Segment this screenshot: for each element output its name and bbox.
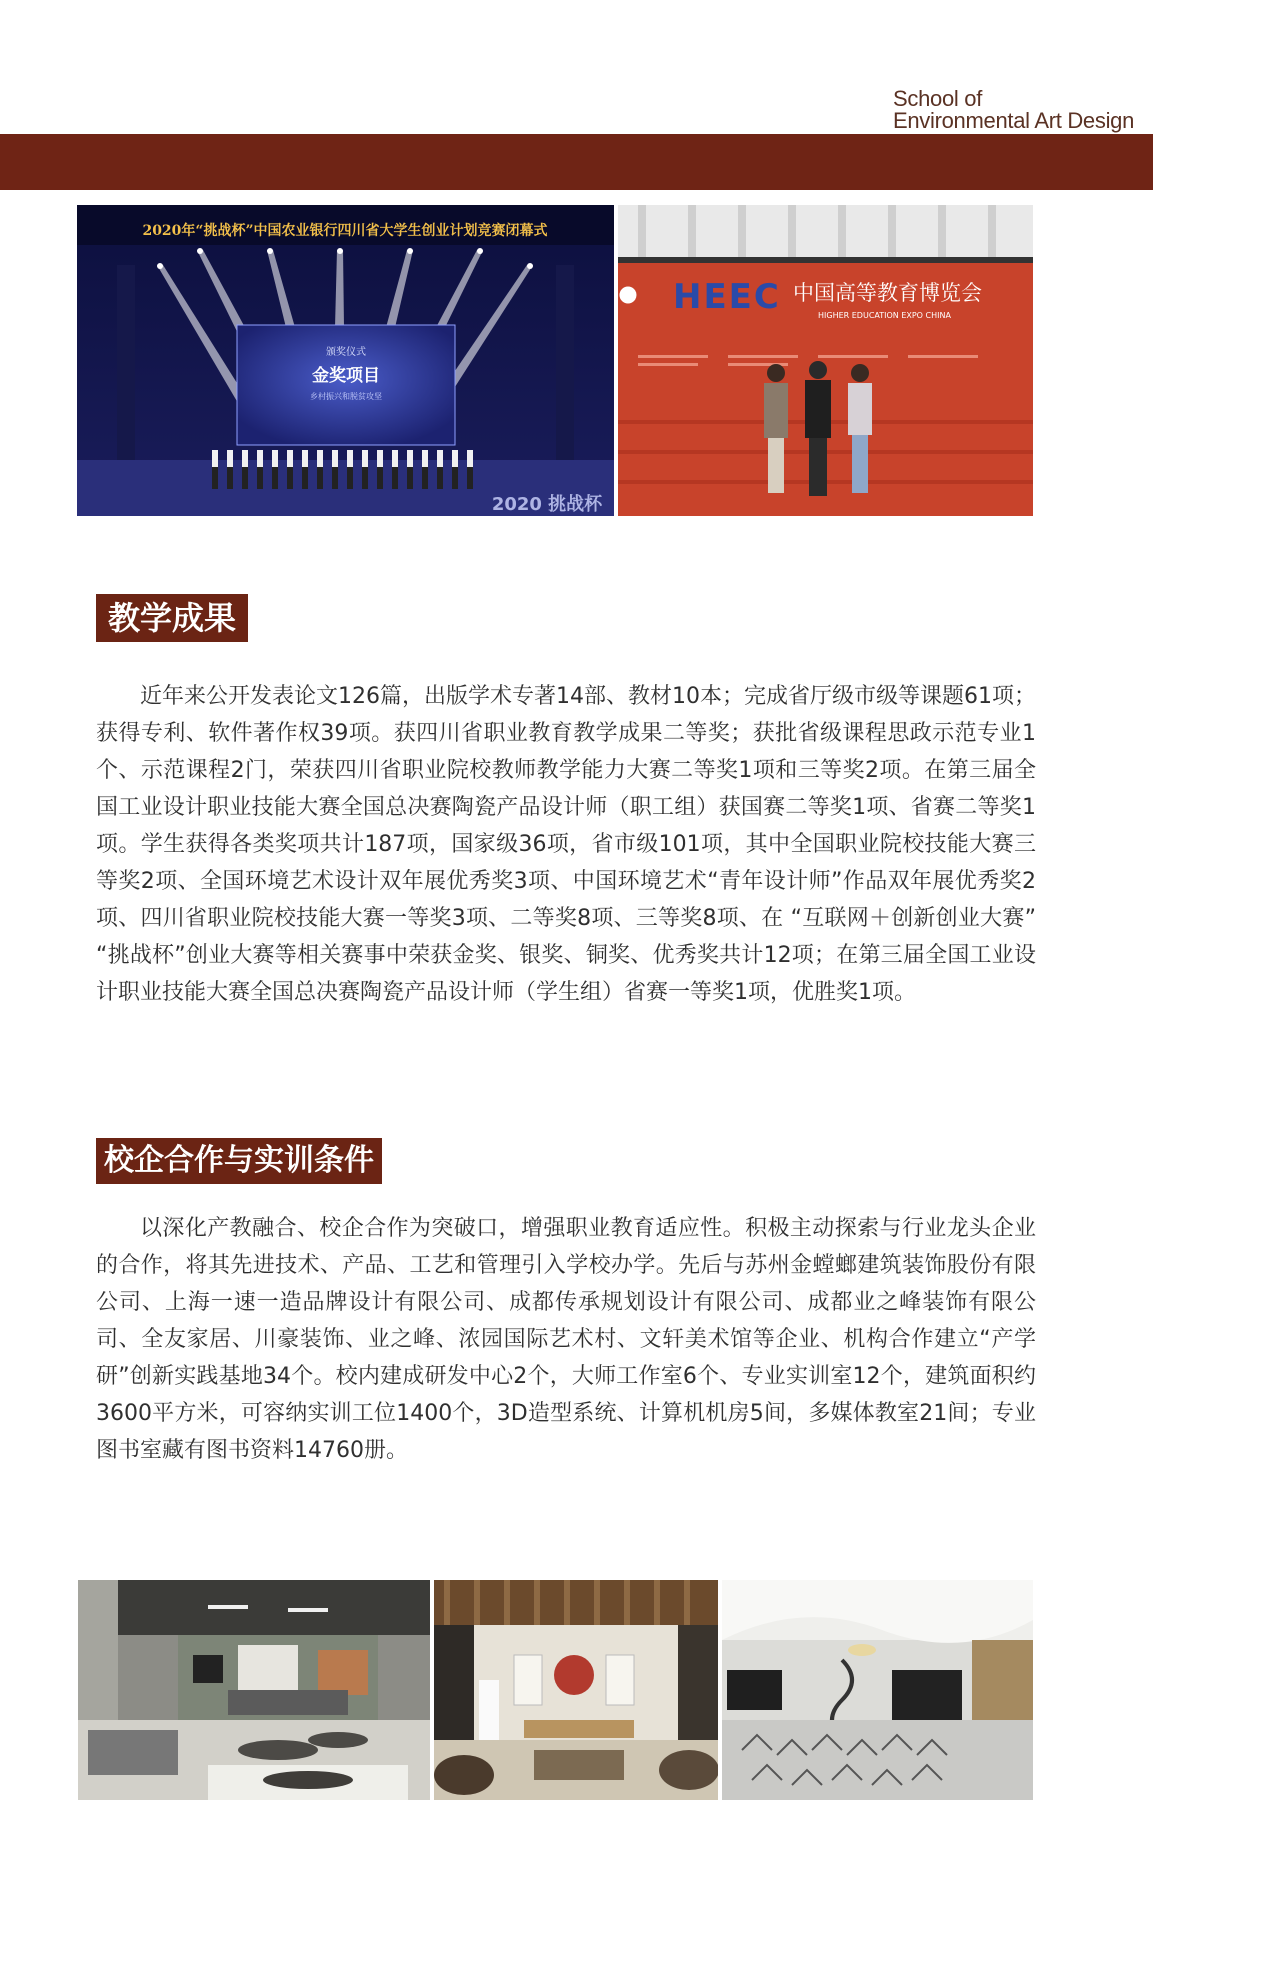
school-name-line1: School of <box>893 86 983 111</box>
school-name <box>893 88 1134 132</box>
studio-lounge-photo <box>78 1580 430 1800</box>
competition-stage-photo <box>77 205 614 516</box>
stage-bottom-text: 2020 挑战杯 <box>491 494 603 515</box>
competition-banner: 2020年“挑战杯”中国农业银行四川省大学生创业计划竞赛闭幕式 <box>142 223 548 239</box>
cooperation-paragraph: 以深化产教融合、校企合作为突破口，增强职业教育适应性。积极主动探索与行业龙头企业的合作，将其先进技术、产品、工艺和管理引入学校办学。先后与苏州金螳螂建筑装饰股份有限公司、上海一速一造品牌设计有限公司、成都传承规划设计有限公司、成都业之峰装饰有限公司、全友家居、川豪装饰、业之峰、浓园国际艺术村、文轩美术馆等企业、机构合作建立“产学研”创新实践基地34个。校内建成研发中心2个，大师工作室6个、专业实训室12个，建筑面积约3600平方米，可容纳实训工位1400个，3D造型系统、计算机机房5间，多媒体教室21间；专业图书室藏有图书资料14760册。 <box>96 1216 1036 1463</box>
expo-title-cn: 中国高等教育博览会 <box>793 281 982 305</box>
teaching-results-paragraph: 近年来公开发表论文126篇，出版学术专著14部、教材10本；完成省厅级市级等课题61项；获得专利、软件著作权39项。获四川省职业教育教学成果二等奖；获批省级课程思政示范专业1个、示范课程2门，荣获四川省职业院校教师教学能力大赛二等奖1项和三等奖2项。在第三届全国工业设计职业技能大赛全国总决赛陶瓷产品设计师（职工组）获国赛二等奖1项、省赛二等奖1项。学生获得各类奖项共计187项，国家级36项，省市级101项，其中全国职业院校技能大赛三等奖2项、全国环境艺术设计双年展优秀奖3项、中国环境艺术“青年设计师”作品双年展优秀奖2项、四川省职业院校技能大赛一等奖3项、二等奖8项、三等奖8项、在 “互联网＋创新创业大赛” “挑战杯”创业大赛等相关赛事中荣获金奖、银奖、铜奖、优秀奖共计12项；在第三届全国工业设计职业技能大赛全国总决赛陶瓷产品设计师（学生组）省赛一等奖1项，优胜奖1项。 <box>96 684 1036 1005</box>
expo-logo: HEEC <box>673 277 781 317</box>
screen-big-text: 金奖项目 <box>312 366 380 386</box>
expo-title-en: HIGHER EDUCATION EXPO CHINA <box>818 311 951 320</box>
screen-small-text: 颁奖仪式 <box>326 347 366 358</box>
section-title-teaching-results: 教学成果 <box>96 594 248 642</box>
school-name-line2: Environmental Art Design <box>893 108 1135 133</box>
tea-room-photo <box>434 1580 718 1800</box>
header-bar <box>0 134 1153 190</box>
section-title-cooperation: 校企合作与实训条件 <box>96 1138 382 1184</box>
education-expo-photo <box>618 205 1033 516</box>
screen-sub-text: 乡村振兴和脱贫攻坚 <box>310 392 382 401</box>
classroom-photo <box>722 1580 1033 1800</box>
